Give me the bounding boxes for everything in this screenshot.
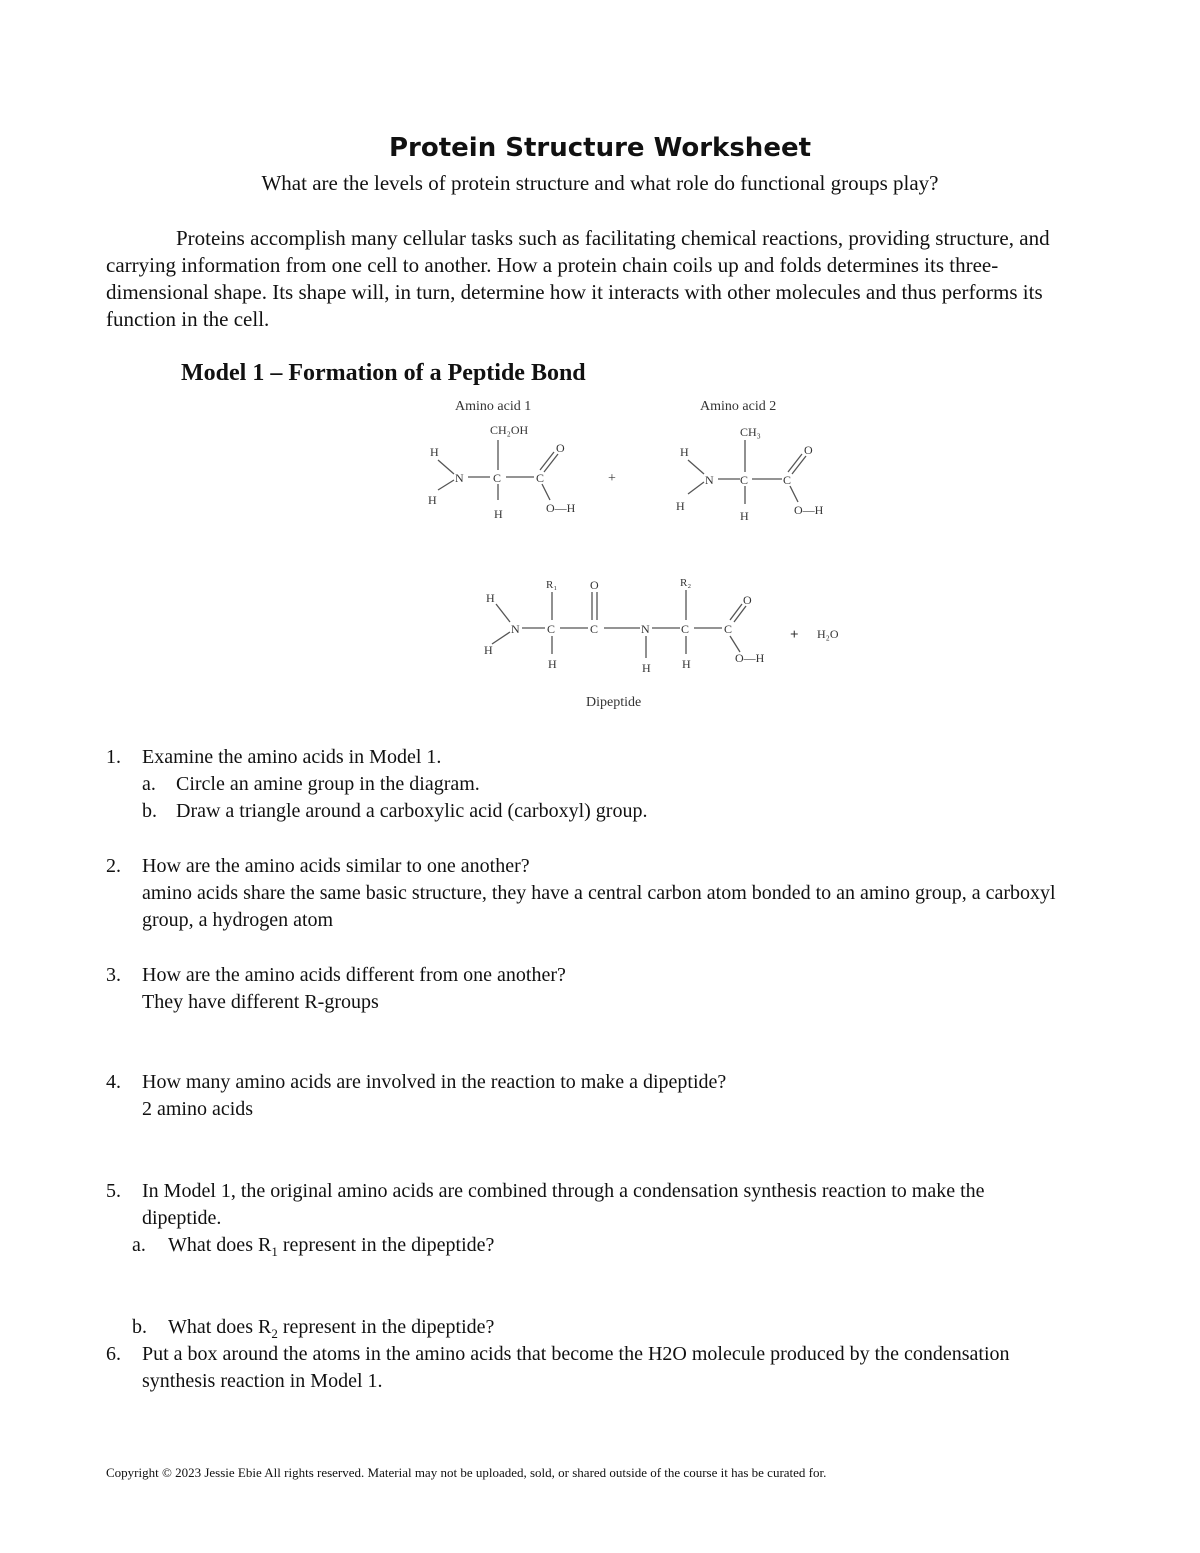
- dp-r1: R₁: [546, 579, 558, 591]
- water-label: H₂O: [817, 627, 839, 641]
- question-5: [106, 1178, 1066, 1232]
- question-3: [106, 962, 1066, 1016]
- dp-o-carbonyl: O: [590, 578, 599, 592]
- r1-group-aa1: CH₂OH: [490, 423, 529, 437]
- aa2-o: O: [804, 443, 813, 457]
- aa1-oh: O—H: [546, 501, 576, 515]
- page-title: Protein Structure Worksheet: [388, 133, 812, 163]
- aa1-c-oh-bond: [542, 484, 550, 500]
- question-number: 2.: [106, 855, 121, 877]
- amino-acid-2-label: Amino acid 2: [700, 399, 777, 414]
- peptide-bond-diagram: [400, 392, 860, 712]
- question-5a: [132, 1232, 1092, 1259]
- aa2-oh: O—H: [794, 503, 824, 517]
- dp-c3: C: [681, 622, 690, 636]
- aa1-h-n-bond: [438, 460, 454, 474]
- sub-letter: b.: [132, 1316, 147, 1338]
- question-number: 4.: [106, 1071, 121, 1093]
- aa2-h-top: H: [680, 445, 689, 459]
- sub-letter: a.: [142, 773, 156, 795]
- aa2-h-bottom: H: [676, 499, 685, 513]
- page-subtitle: What are the levels of protein structure and what role do functional groups play?: [261, 171, 939, 195]
- aa2-c-oh-bond: [790, 486, 798, 502]
- dp-n2: N: [641, 622, 650, 636]
- sub-text: Draw a triangle around a carboxylic acid (carboxyl) group.: [176, 800, 648, 822]
- question-4: [106, 1069, 1066, 1123]
- question-number: 6.: [106, 1343, 121, 1365]
- aa2-c-alpha: C: [740, 473, 749, 487]
- question-1a: [142, 771, 1066, 798]
- dp-co-bond2: [734, 606, 746, 622]
- answer-text: They have different R-groups: [142, 991, 379, 1013]
- dp-h-bottom: H: [484, 643, 493, 657]
- dp-h-n2: H: [642, 661, 651, 675]
- question-text: How are the amino acids similar to one another?: [142, 855, 530, 877]
- sub-text-end: represent in the dipeptide?: [277, 1234, 495, 1256]
- r2-group-aa2: CH₃: [740, 425, 761, 439]
- sub-text-start: What does R: [168, 1234, 272, 1256]
- aa1-c-carboxyl: C: [536, 471, 545, 485]
- intro-text: Proteins accomplish many cellular tasks such as facilitating chemical reactions, providing structure, and carrying information from one cell to another. How a protein chain coils up and folds determines its three-dimensional shape. Its shape will, in turn, determine how it interacts with other molecules and thus performs its function in the cell.: [106, 226, 1050, 331]
- aa2-h-alpha: H: [740, 509, 749, 523]
- copyright-footer: Copyright © 2023 Jessie Ebie All rights reserved. Material may not be uploaded, sold, or shared outside of the course it has be curated for.: [106, 1465, 827, 1480]
- dp-c1: C: [547, 622, 556, 636]
- question-2: [106, 853, 1066, 934]
- sub-text: [168, 1232, 1092, 1259]
- question-text: Put a box around the atoms in the amino acids that become the H2O molecule produced by the condensation synthesis reaction in Model 1.: [142, 1343, 1010, 1392]
- aa1-h-bottom: H: [428, 493, 437, 507]
- answer-text: amino acids share the same basic structure, they have a central carbon atom bonded to an amino group, a carboxyl group, a hydrogen atom: [142, 882, 1056, 931]
- dp-c4: C: [724, 622, 733, 636]
- amino-acid-1-label: Amino acid 1: [455, 399, 532, 414]
- dipeptide-label: Dipeptide: [586, 695, 642, 710]
- sub-text-start: What does R: [168, 1316, 272, 1338]
- aa2-h-n-bond: [688, 460, 704, 474]
- question-1b: [142, 798, 1066, 825]
- intro-paragraph: [106, 225, 1066, 333]
- question-1: [106, 744, 1066, 825]
- aa1-n: N: [455, 471, 464, 485]
- aa1-h-top: H: [430, 445, 439, 459]
- aa1-c-alpha: C: [493, 471, 502, 485]
- dp-h-top: H: [486, 591, 495, 605]
- sub-text: Circle an amine group in the diagram.: [176, 773, 480, 795]
- dp-oh: O—H: [735, 651, 765, 665]
- dp-c4-oh-bond: [730, 636, 740, 652]
- dp-co-bond1: [730, 604, 742, 620]
- question-6: [106, 1341, 1066, 1395]
- aa1-h-alpha: H: [494, 507, 503, 521]
- dp-n1: N: [511, 622, 520, 636]
- subscript: 1: [271, 1244, 278, 1259]
- sub-letter: a.: [132, 1234, 146, 1256]
- question-number: 5.: [106, 1180, 121, 1202]
- aa2-n: N: [705, 473, 714, 487]
- dp-h-c3: H: [682, 657, 691, 671]
- sub-letter: b.: [142, 800, 157, 822]
- question-text: How many amino acids are involved in the reaction to make a dipeptide?: [142, 1071, 727, 1093]
- question-5b: [132, 1314, 1092, 1341]
- sub-text: [168, 1314, 1092, 1341]
- aa2-h2-n-bond: [688, 482, 704, 494]
- dp-h-n-bond: [496, 604, 510, 622]
- dp-h2-n-bond: [492, 632, 510, 644]
- plus-sign-top: +: [608, 471, 616, 486]
- model-title: Model 1 – Formation of a Peptide Bond: [181, 360, 586, 386]
- subscript: 2: [271, 1326, 278, 1341]
- aa1-h2-n-bond: [438, 480, 454, 490]
- aa1-o: O: [556, 441, 565, 455]
- dp-o: O: [743, 593, 752, 607]
- answer-text: 2 amino acids: [142, 1098, 254, 1120]
- dp-c2: C: [590, 622, 599, 636]
- question-number: 1.: [106, 746, 121, 768]
- plus-sign-bottom: +: [790, 627, 799, 643]
- dp-h-c1: H: [548, 657, 557, 671]
- question-text: Examine the amino acids in Model 1.: [142, 746, 442, 768]
- question-text: In Model 1, the original amino acids are combined through a condensation synthesis reaction to make the dipeptide.: [142, 1180, 985, 1229]
- sub-text-end: represent in the dipeptide?: [277, 1316, 495, 1338]
- dp-r2: R₂: [680, 577, 692, 589]
- question-text: How are the amino acids different from one another?: [142, 964, 566, 986]
- question-number: 3.: [106, 964, 121, 986]
- aa2-c-carboxyl: C: [783, 473, 792, 487]
